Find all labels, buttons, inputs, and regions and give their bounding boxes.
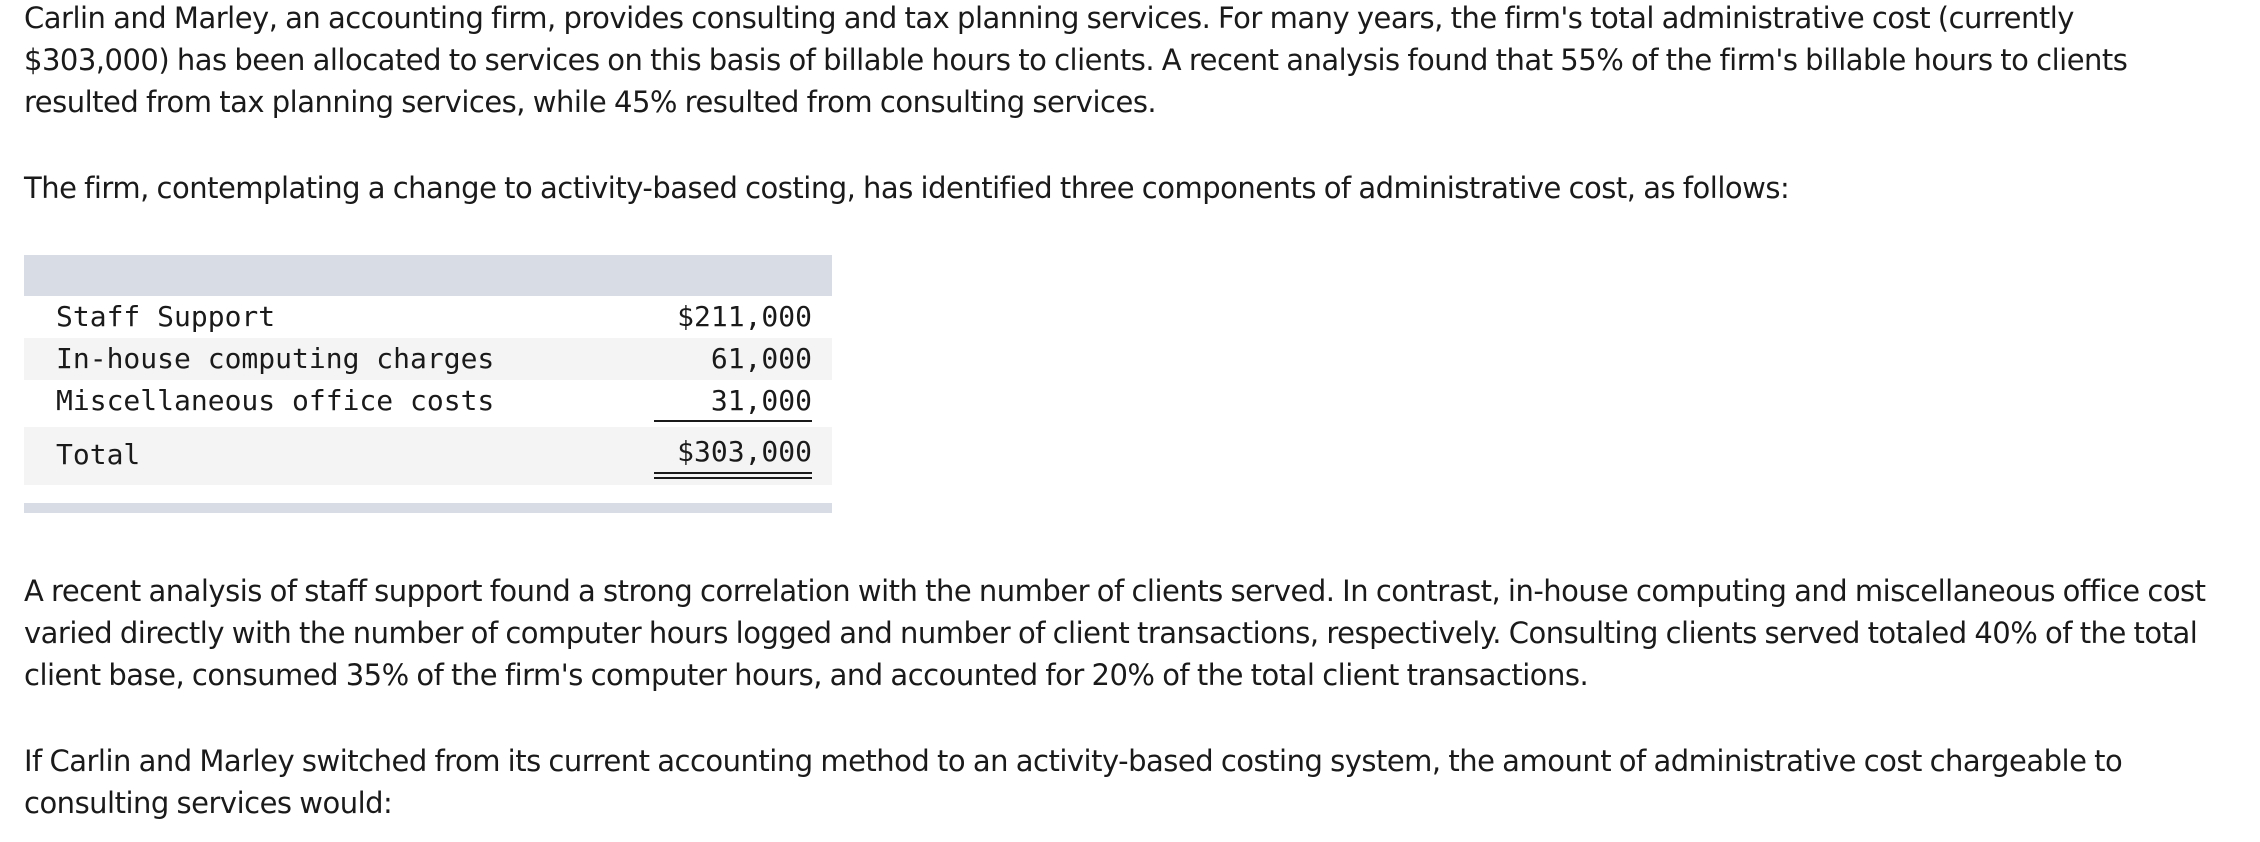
row-label: In-house computing charges: [56, 342, 495, 375]
table-header-bar: [24, 255, 832, 296]
table-row-in-house-computing: [24, 338, 832, 380]
intro-paragraph: Carlin and Marley, an accounting firm, provides consulting and tax planning services. For many years, the firm's total administrative cost (currently $303,000) has been allocated to services on this basis of billable hours to clients. A recent analysis found that 55% of the firm's billable hours to clients resulted from tax planning services, while 45% resulted from consulting services.: [24, 1, 2128, 119]
components-intro-paragraph: The firm, contemplating a change to activity-based costing, has identified three components of administrative cost, as follows:: [24, 171, 1790, 205]
administrative-cost-table: [24, 255, 832, 513]
table-footer-bar: [24, 503, 832, 513]
subtotal-underline: [654, 420, 812, 422]
row-value: 61,000: [710, 342, 812, 375]
row-label: Miscellaneous office costs: [56, 384, 495, 417]
row-value: $211,000: [677, 300, 812, 333]
total-label: Total: [56, 438, 141, 471]
question-paragraph: If Carlin and Marley switched from its current accounting method to an activity-based costing system, the amount of administrative cost chargeable to consulting services would:: [24, 744, 2123, 820]
row-label: Staff Support: [56, 300, 276, 333]
total-value: $303,000: [677, 435, 812, 468]
table-row-staff-support: [24, 296, 832, 338]
total-double-underline: [654, 472, 812, 479]
row-value: 31,000: [710, 384, 812, 417]
table-row-misc-office: [24, 380, 832, 422]
table-row-total: [24, 427, 832, 485]
analysis-paragraph: A recent analysis of staff support found a strong correlation with the number of clients served. In contrast, in-house computing and miscellaneous office cost varied directly with the number of computer hours logged and number of client transactions, respectively. Consulting clients served totaled 40% of the total client base, consumed 35% of the firm's computer hours, and accounted for 20% of the total client transactions.: [24, 574, 2206, 692]
